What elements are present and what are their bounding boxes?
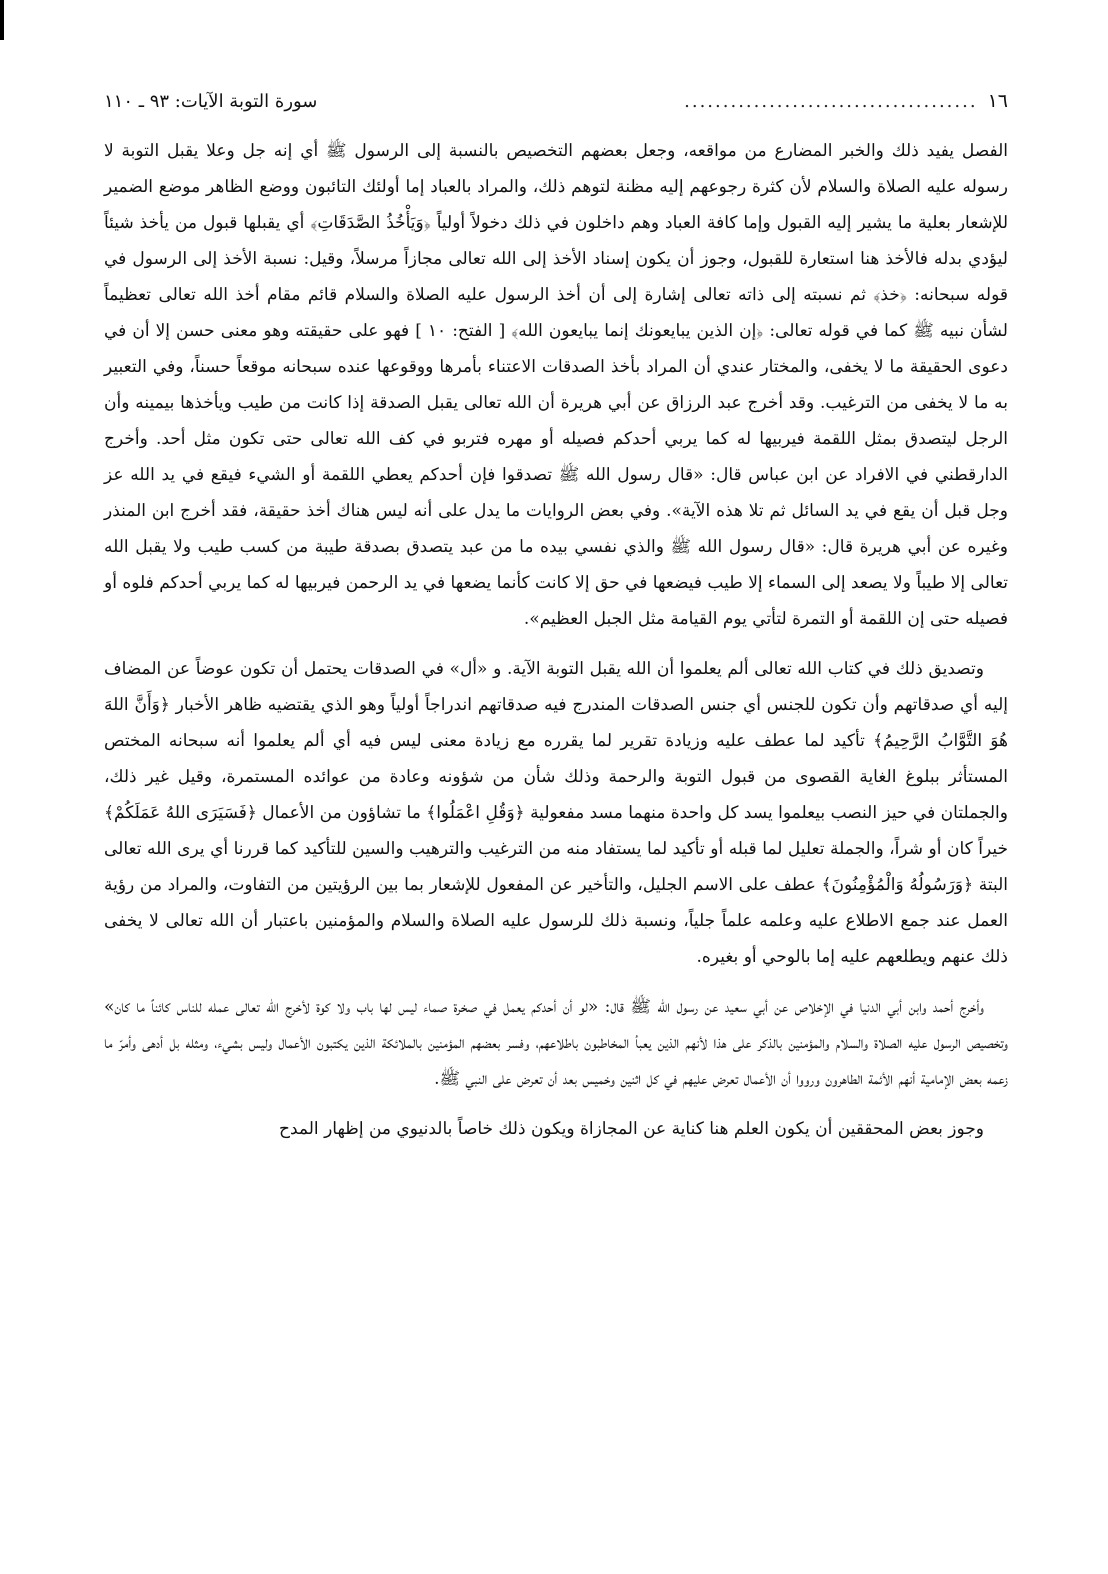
page-edge-mark xyxy=(0,0,4,40)
surah-title: سورة التوبة الآيات: ٩٣ ـ ١١٠ xyxy=(104,91,318,112)
paragraph-3 xyxy=(104,989,1008,1097)
paragraph-1 xyxy=(104,133,1008,637)
paragraph-text: وأخرج أحمد وابن أبي الدنيا في الإخلاص عن أبي سعيد عن رسول الله ﷺ قال: «لو أن أحدكم يعمل في صخرة صماء ليس لها باب ولا كوة لأخرج الله تعالى عمله للناس كائناً ما كان» وتخصيص الرسول عليه الصلاة والسلام والمؤمنين بالذكر على هذا لأنهم الذين يعبأ المخاطبون باطلاعهم، وفسر بعضهم المؤمنين بالملائكة الذين يكتبون الأعمال وليس بشيء، ومثله بل أدهى وأمرّ ما زعمه بعض الإمامية أنهم الأئمة الطاهرون ورووا أن الأعمال تعرض عليهم في كل اثنين وخميس بعد أن تعرض على النبي ﷺ. xyxy=(104,997,1008,1089)
commentary-text xyxy=(104,133,1008,1147)
paragraph-text: وجوز بعض المحققين أن يكون العلم هنا كناية عن المجازاة ويكون ذلك خاصاً بالدنيوي من إظهار المدح xyxy=(279,1119,984,1139)
paragraph-text: الفصل يفيد ذلك والخبر المضارع من مواقعه، وجعل بعضهم التخصيص بالنسبة إلى الرسول ﷺ أي إنه جل وعلا يقبل التوبة لا رسوله عليه الصلاة والسلام لأن كثرة رجوعهم إليه مظنة لتوهم ذلك، والمراد بالعباد إما أولئك التائبون ووضع الظاهر موضع الضمير للإشعار بعلية ما يشير إليه القبول وإما كافة العباد وهم داخلون في ذلك دخولاً أولياً ﴿وَيَأْخُذُ الصَّدَقَاتِ﴾ أي يقبلها قبول من يأخذ شيئاً ليؤدي بدله فالأخذ هنا استعارة للقبول، وجوز أن يكون إسناد الأخذ إلى الله تعالى مجازاً مرسلاً، وقيل: نسبة الأخذ إلى الرسول في قوله سبحانه: ﴿خذ﴾ ثم نسبته إلى ذاته تعالى إشارة إلى أن أخذ الرسول عليه الصلاة والسلام قائم مقام أخذ الله تعالى تعظيماً لشأن نبيه ﷺ كما في قوله تعالى: ﴿إن الذين يبايعونك إنما يبايعون الله﴾ [ الفتح: ١٠ ] فهو على حقيقته وهو معنى حسن إلا أن في دعوى الحقيقة ما لا يخفى، والمختار عندي أن المراد بأخذ الصدقات الاعتناء بأمرها ووقوعها عنده سبحانه موقعاً حسناً، وفي التعبير به ما لا يخفى من الترغيب. وقد أخرج عبد الرزاق عن أبي هريرة أن الله تعالى يقبل الصدقة إذا كانت من طيب ويأخذها بيمينه وأن الرجل ليتصدق بمثل اللقمة فيربيها له كما يربي أحدكم فصيله أو مهره فتربو في كف الله تعالى حتى تكون مثل أحد. وأخرج الدارقطني في الافراد عن ابن عباس قال: «قال رسول الله ﷺ تصدقوا فإن أحدكم يعطي اللقمة أو الشيء فيقع في يد الله عز وجل قبل أن يقع في يد السائل ثم تلا هذه الآية». وفي بعض الروايات ما يدل على أنه ليس هناك أخذ حقيقة، فقد أخرج ابن المنذر وغيره عن أبي هريرة قال: «قال رسول الله ﷺ والذي نفسي بيده ما من عبد يتصدق بصدقة طيبة من كسب طيب ولا يقبل الله تعالى إلا طيباً ولا يصعد إلى السماء إلا طيب فيضعها في حق إلا كانت كأنما يضعها في يد الرحمن فيربيها له كما يربي أحدكم فلوه أو فصيله حتى إن اللقمة أو التمرة لتأتي يوم القيامة مثل الجبل العظيم». xyxy=(104,141,1008,629)
paragraph-2 xyxy=(104,651,1008,975)
paragraph-4 xyxy=(104,1111,1008,1147)
dot-leader: ...................................... xyxy=(684,91,978,112)
running-header xyxy=(104,86,1008,117)
page-number: ١٦ xyxy=(987,90,1008,112)
book-page xyxy=(104,86,1008,1161)
paragraph-text: وتصديق ذلك في كتاب الله تعالى ألم يعلموا أن الله يقبل التوبة الآية. و «أل» في الصدقات يحتمل أن تكون عوضاً عن المضاف إليه أي صدقاتهم وأن تكون للجنس أي جنس الصدقات المندرج فيه صدقاتهم اندراجاً أولياً وهو الذي يقتضيه ظاهر الأخبار ﴿وَأَنَّ اللهَ هُوَ التَّوَّابُ الرَّحِيمُ﴾ تأكيد لما عطف عليه وزيادة تقرير لما يقرره مع زيادة معنى ليس فيه أي ألم يعلموا أنه سبحانه المختص المستأثر ببلوغ الغاية القصوى من قبول التوبة والرحمة وذلك شأن من شؤونه وعادة من عوائده المستمرة، وقيل غير ذلك، والجملتان في حيز النصب بيعلموا يسد كل واحدة منهما مسد مفعولية ﴿وَقُلِ اعْمَلُوا﴾ ما تشاؤون من الأعمال ﴿فَسَيَرَى اللهُ عَمَلَكُمْ﴾ خيراً كان أو شراً، والجملة تعليل لما قبله أو تأكيد لما يستفاد منه من الترغيب والترهيب والسين للتأكيد كما قررنا أي يرى الله تعالى البتة ﴿وَرَسُولُهُ وَالْمُؤْمِنُونَ﴾ عطف على الاسم الجليل، والتأخير عن المفعول للإشعار بما بين الرؤيتين من التفاوت، والمراد من رؤية العمل عند جمع الاطلاع عليه وعلمه علماً جلياً، ونسبة ذلك للرسول عليه الصلاة والسلام والمؤمنين باعتبار أن الله تعالى لا يخفى ذلك عنهم ويطلعهم عليه إما بالوحي أو بغيره. xyxy=(104,659,1009,967)
